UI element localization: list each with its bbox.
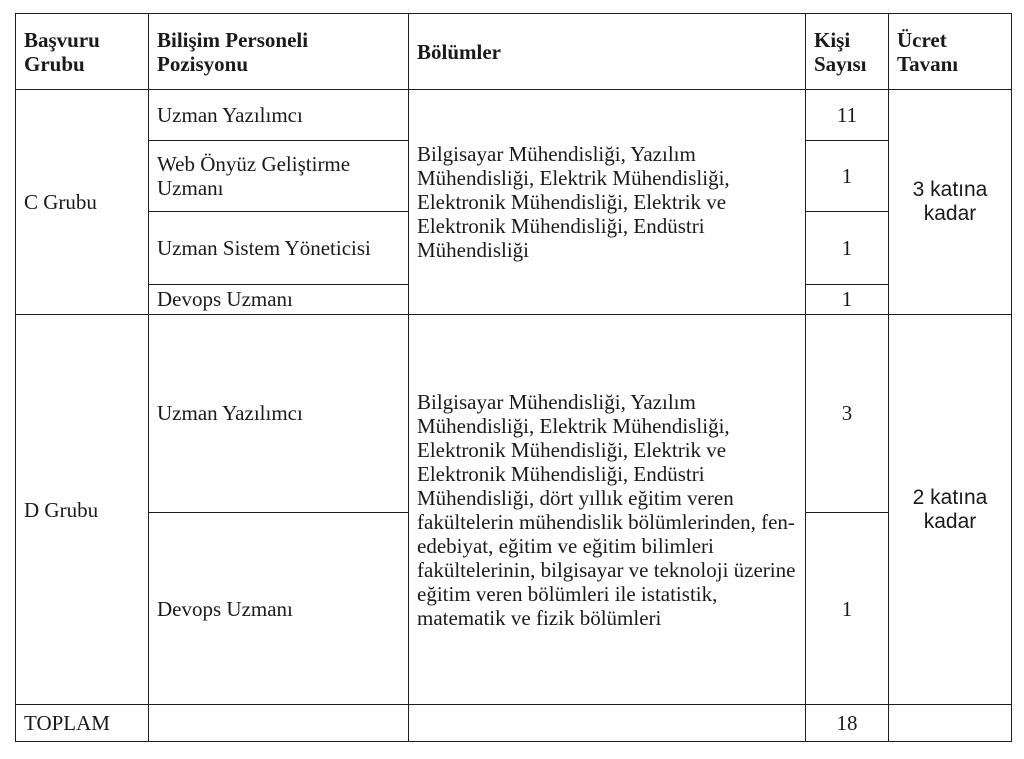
total-label: TOPLAM [16, 705, 149, 742]
header-salary: Ücret Tavanı [889, 14, 1012, 90]
table-row [16, 90, 1012, 141]
position-cell: Uzman Sistem Yöneticisi [149, 211, 409, 284]
count-cell: 1 [806, 140, 889, 211]
total-empty-cell [409, 705, 806, 742]
count-cell: 1 [806, 284, 889, 314]
position-cell: Uzman Yazılımcı [149, 315, 409, 513]
count-cell: 3 [806, 315, 889, 513]
group-name-c: C Grubu [16, 90, 149, 315]
group-name-d: D Grubu [16, 315, 149, 705]
header-position: Bilişim Personeli Pozisyonu [149, 14, 409, 90]
total-empty-cell [149, 705, 409, 742]
header-departments: Bölümler [409, 14, 806, 90]
departments-cell-c: Bilgisayar Mühendisliği, Yazılım Mühendisliği, Elektrik Mühendisliği, Elektronik Mühendisliği, Elektrik ve Elektronik Mühendisliği, Endüstri Mühendisliği [409, 90, 806, 315]
total-count: 18 [806, 705, 889, 742]
header-group: Başvuru Grubu [16, 14, 149, 90]
position-cell: Uzman Yazılımcı [149, 90, 409, 141]
salary-cell-c: 3 katına kadar [889, 90, 1012, 315]
departments-cell-d: Bilgisayar Mühendisliği, Yazılım Mühendisliği, Elektrik Mühendisliği, Elektronik Mühendisliği, Elektrik ve Elektronik Mühendisliği, Endüstri Mühendisliği, dört yıllık eğitim veren fakültelerin mühendislik bölümlerinden, fen-edebiyat, eğitim ve eğitim bilimleri fakültelerinin, bilgisayar ve teknoloji üzerine eğitim veren bölümleri ile istatistik, matematik ve fizik bölümleri [409, 315, 806, 705]
position-cell: Devops Uzmanı [149, 284, 409, 314]
count-cell: 11 [806, 90, 889, 141]
salary-cell-d: 2 katına kadar [889, 315, 1012, 705]
header-count: Kişi Sayısı [806, 14, 889, 90]
count-cell: 1 [806, 211, 889, 284]
total-row [16, 705, 1012, 742]
position-cell: Web Önyüz Geliştirme Uzmanı [149, 140, 409, 211]
position-cell: Devops Uzmanı [149, 512, 409, 705]
table-row [16, 315, 1012, 513]
count-cell: 1 [806, 512, 889, 705]
total-empty-cell [889, 705, 1012, 742]
positions-table [15, 13, 1012, 742]
header-row [16, 14, 1012, 90]
